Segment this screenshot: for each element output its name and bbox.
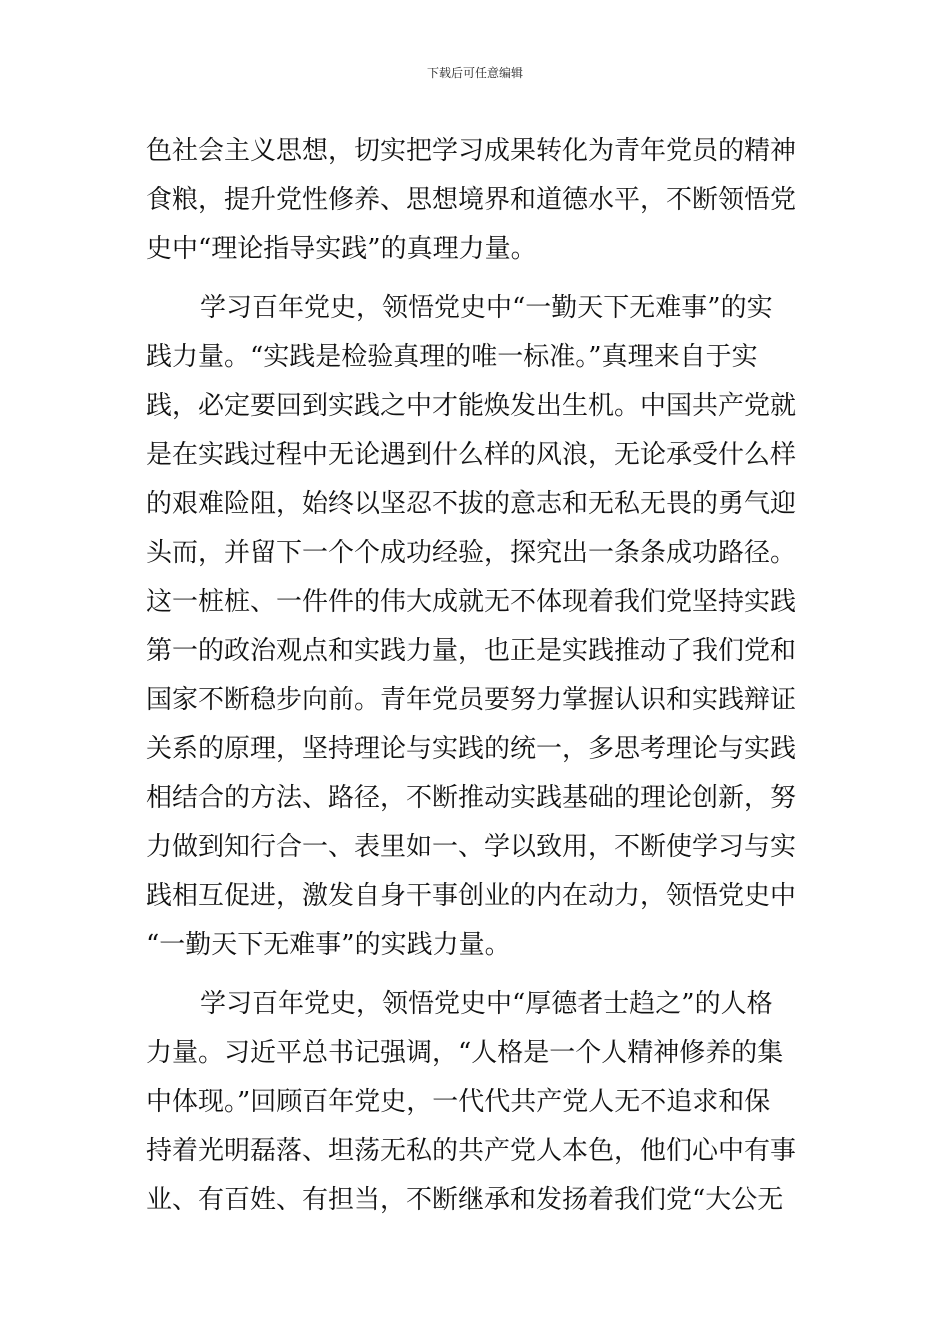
text-line: 第一的政治观点和实践力量，也正是实践推动了我们党和: [146, 636, 797, 666]
text-line: 头而，并留下一个个成功经验，探究出一条条成功路径。: [146, 538, 797, 568]
document-body: [146, 127, 810, 1225]
text-line: 相结合的方法、路径，不断推动实践基础的理论创新，努: [146, 783, 797, 813]
paragraph: [146, 284, 810, 970]
text-line: 食粮，提升党性修养、思想境界和道德水平，不断领悟党: [146, 185, 797, 215]
text-line: 的艰难险阻，始终以坚忍不拔的意志和无私无畏的勇气迎: [146, 489, 797, 519]
paragraph: [146, 127, 810, 274]
paragraph: [146, 980, 810, 1225]
text-line: 国家不断稳步向前。青年党员要努力掌握认识和实践辩证: [146, 685, 797, 715]
text-line: 是在实践过程中无论遇到什么样的风浪，无论承受什么样: [146, 440, 797, 470]
text-line: 学习百年党史，领悟党史中“一勤天下无难事”的实: [200, 293, 773, 323]
text-line: 这一桩桩、一件件的伟大成就无不体现着我们党坚持实践: [146, 587, 797, 617]
text-line: 史中“理论指导实践”的真理力量。: [146, 234, 537, 264]
text-line: 业、有百姓、有担当，不断继承和发扬着我们党“大公无: [146, 1185, 784, 1215]
text-line: 色社会主义思想，切实把学习成果转化为青年党员的精神: [146, 136, 797, 166]
text-line: 持着光明磊落、坦荡无私的共产党人本色，他们心中有事: [146, 1136, 797, 1166]
text-line: 中体现。”回顾百年党史，一代代共产党人无不追求和保: [146, 1087, 771, 1117]
text-line: 力量。习近平总书记强调，“人格是一个人精神修养的集: [146, 1038, 784, 1068]
text-line: 力做到知行合一、表里如一、学以致用，不断使学习与实: [146, 832, 797, 862]
text-line: 践力量。“实践是检验真理的唯一标准。”真理来自于实: [146, 342, 758, 372]
text-line: 践相互促进，激发自身干事创业的内在动力，领悟党史中: [146, 881, 797, 911]
text-line: 关系的原理，坚持理论与实践的统一，多思考理论与实践: [146, 734, 797, 764]
text-line: “一勤天下无难事”的实践力量。: [146, 930, 511, 960]
text-line: 践，必定要回到实践之中才能焕发出生机。中国共产党就: [146, 391, 797, 421]
text-line: 学习百年党史，领悟党史中“厚德者士趋之”的人格: [200, 989, 773, 1019]
page-header: 下载后可任意编辑: [426, 66, 523, 80]
